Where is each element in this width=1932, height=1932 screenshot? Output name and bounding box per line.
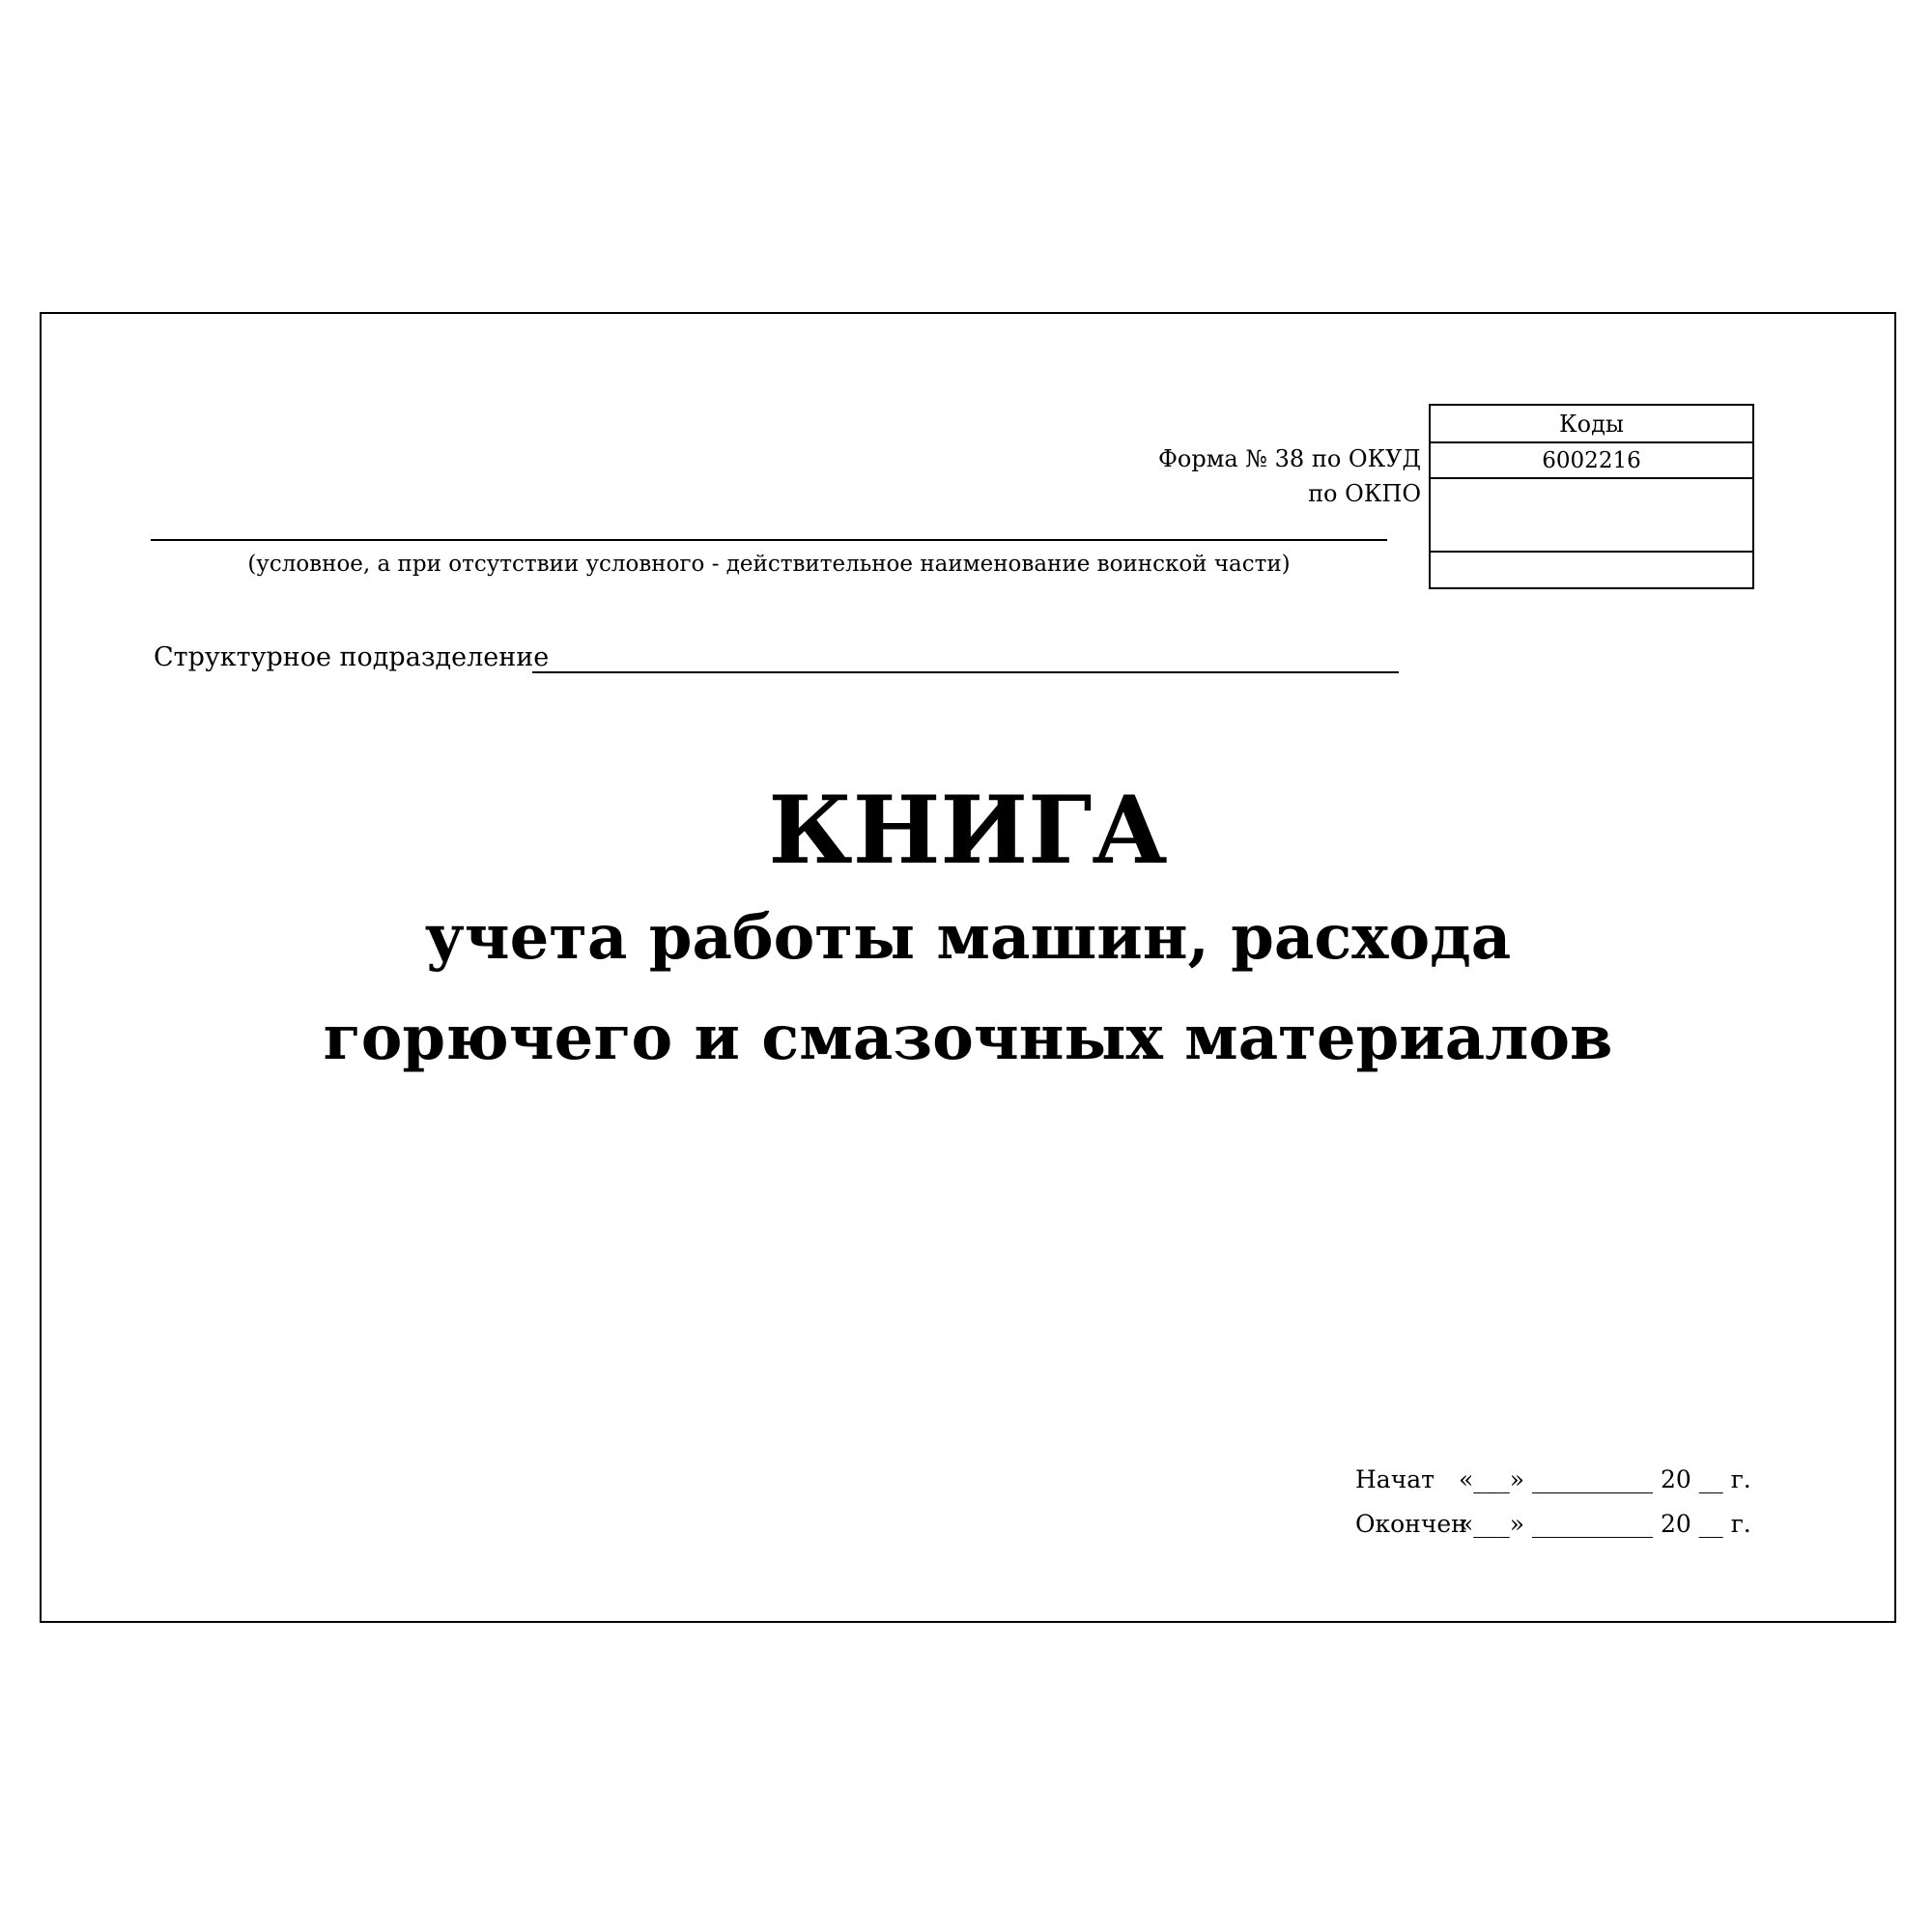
document-subtitle-line-1: учета работы машин, расхода [424, 901, 1512, 974]
okud-code-cell: 6002216 [1430, 442, 1753, 478]
structural-division-label: Структурное подразделение [154, 642, 550, 672]
started-date-row [1355, 1465, 1751, 1493]
unit-name-line [151, 539, 1387, 541]
ended-label: Окончен [1355, 1510, 1467, 1538]
codes-table [1429, 404, 1754, 589]
codes-header: Коды [1430, 405, 1753, 442]
started-label: Начат [1355, 1465, 1435, 1493]
okpo-label: по ОКПО [1308, 480, 1421, 507]
started-date-value: «___» __________ 20 __ г. [1459, 1465, 1751, 1493]
structural-division-line [532, 671, 1399, 673]
extra-code-cell [1430, 552, 1753, 588]
document-subtitle-line-2: горючего и смазочных материалов [323, 1002, 1613, 1074]
unit-name-caption: (условное, а при отсутствии условного - действительное наименование воинской части) [247, 552, 1291, 577]
document-title: КНИГА [768, 776, 1168, 885]
okud-label: Форма № 38 по ОКУД [1157, 445, 1421, 472]
ended-date-row [1355, 1510, 1751, 1538]
okpo-code-cell [1430, 478, 1753, 552]
ended-date-value: «___» __________ 20 __ г. [1459, 1510, 1751, 1538]
document-sheet [40, 312, 1896, 1623]
